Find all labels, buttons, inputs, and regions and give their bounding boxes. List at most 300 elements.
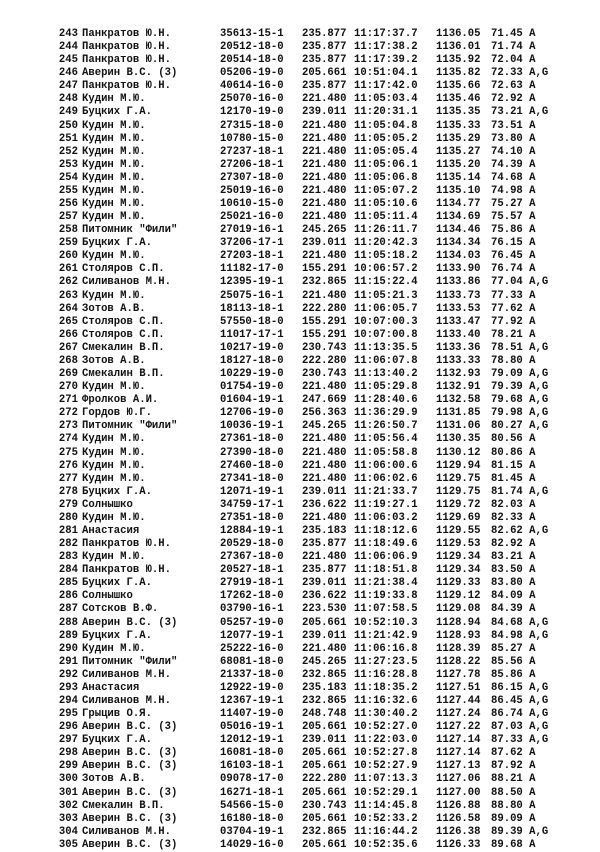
table-row [52,250,582,263]
row-number: 272 [58,407,78,420]
ring-number: 27203-18-1 [220,250,284,263]
ring-number: 54566-15-0 [220,799,284,812]
ring-number: 05257-19-0 [220,616,284,629]
speed-value: 1133.36 [436,341,481,354]
ring-number: 27390-18-0 [220,446,284,459]
rank-percent: 86.15 A,G [491,681,549,694]
speed-value: 1126.33 [436,838,481,851]
speed-value: 1129.75 [436,485,481,498]
arrival-time: 11:18:35.2 [354,681,418,694]
speed-value: 1132.93 [436,368,481,381]
rank-percent: 74.68 A [491,171,536,184]
distance-value: 245.265 [302,655,347,668]
arrival-time: 11:05:56.4 [354,433,418,446]
arrival-time: 11:26:11.7 [354,224,418,237]
ring-number: 12706-19-0 [220,407,284,420]
table-row [52,329,582,342]
distance-value: 232.865 [302,825,347,838]
owner-name: Грыцив О.Я. [82,708,152,721]
owner-name: Кудин М.Ю. [82,198,146,211]
table-row [52,617,582,630]
ring-number: 37206-17-1 [220,237,284,250]
rank-percent: 81.74 A,G [491,485,549,498]
arrival-time: 10:07:00.8 [354,328,418,341]
owner-name: Аверин В.С. (3) [82,838,178,851]
row-number: 261 [58,263,78,276]
table-row [52,342,582,355]
ring-number: 11407-19-0 [220,708,284,721]
rank-percent: 76.74 A [491,263,536,276]
row-number: 289 [58,629,78,642]
arrival-time: 11:15:22.4 [354,276,418,289]
ring-number: 20527-18-1 [220,564,284,577]
ring-number: 10217-19-0 [220,341,284,354]
distance-value: 205.661 [302,812,347,825]
distance-value: 205.661 [302,747,347,760]
ring-number: 12077-19-1 [220,629,284,642]
table-row [52,237,582,250]
owner-name: Панкратов Ю.Н. [82,80,172,93]
ring-number: 01754-19-0 [220,381,284,394]
row-number: 297 [58,734,78,747]
rank-percent: 77.33 A [491,289,536,302]
distance-value: 205.661 [302,616,347,629]
table-row [52,682,582,695]
arrival-time: 11:05:58.8 [354,446,418,459]
table-row [52,656,582,669]
speed-value: 1132.91 [436,381,481,394]
arrival-time: 11:05:05.4 [354,145,418,158]
arrival-time: 11:21:38.4 [354,577,418,590]
table-row [52,734,582,747]
arrival-time: 11:17:38.2 [354,41,418,54]
speed-value: 1135.82 [436,67,481,80]
owner-name: Кудин М.Ю. [82,381,146,394]
table-row [52,839,582,852]
rank-percent: 78.51 A,G [491,341,549,354]
rank-percent: 87.92 A [491,760,536,773]
owner-name: Кудин М.Ю. [82,446,146,459]
speed-value: 1134.69 [436,211,481,224]
rank-percent: 84.39 A [491,603,536,616]
rank-percent: 72.92 A [491,93,536,106]
owner-name: Фролков А.И. [82,394,159,407]
table-row [52,133,582,146]
owner-name: Сотсков В.Ф. [82,603,159,616]
owner-name: Кудин М.Ю. [82,119,146,132]
owner-name: Кудин М.Ю. [82,551,146,564]
table-row [52,747,582,760]
rank-percent: 83.50 A [491,564,536,577]
table-row [52,224,582,237]
ring-number: 27351-18-0 [220,511,284,524]
owner-name: Буцких Г.А. [82,734,152,747]
table-row [52,263,582,276]
owner-name: Смекалин В.П. [82,368,165,381]
row-number: 276 [58,459,78,472]
ring-number: 03790-16-1 [220,603,284,616]
rank-percent: 82.03 A [491,498,536,511]
arrival-time: 11:05:06.1 [354,158,418,171]
arrival-time: 11:06:07.8 [354,354,418,367]
owner-name: Кудин М.Ю. [82,145,146,158]
ring-number: 27019-16-1 [220,224,284,237]
arrival-time: 10:52:27.8 [354,747,418,760]
distance-value: 245.265 [302,420,347,433]
speed-value: 1134.77 [436,198,481,211]
rank-percent: 77.62 A [491,302,536,315]
rank-percent: 84.98 A,G [491,629,549,642]
owner-name: Аверин В.С. (3) [82,760,178,773]
row-number: 251 [58,132,78,145]
ring-number: 21337-18-0 [220,668,284,681]
row-number: 273 [58,420,78,433]
table-row [52,211,582,224]
rank-percent: 74.39 A [491,158,536,171]
table-row [52,669,582,682]
table-row [52,120,582,133]
table-row [52,80,582,93]
arrival-time: 11:17:42.0 [354,80,418,93]
distance-value: 221.480 [302,551,347,564]
owner-name: Силиванов М.Н. [82,276,172,289]
owner-name: Кудин М.Ю. [82,93,146,106]
owner-name: Кудин М.Ю. [82,184,146,197]
distance-value: 239.011 [302,237,347,250]
distance-value: 232.865 [302,668,347,681]
speed-value: 1134.03 [436,250,481,263]
table-row [52,826,582,839]
ring-number: 12884-19-1 [220,524,284,537]
rank-percent: 88.50 A [491,786,536,799]
rank-percent: 86.74 A,G [491,708,549,721]
arrival-time: 11:36:29.9 [354,407,418,420]
speed-value: 1135.27 [436,145,481,158]
table-row [52,368,582,381]
ring-number: 12367-19-1 [220,694,284,707]
ring-number: 03704-19-1 [220,825,284,838]
arrival-time: 11:18:51.8 [354,564,418,577]
rank-percent: 73.21 A,G [491,106,549,119]
ring-number: 20514-18-0 [220,54,284,67]
row-number: 281 [58,524,78,537]
rank-percent: 89.39 A,G [491,825,549,838]
rank-percent: 88.21 A [491,773,536,786]
ring-number: 10780-15-0 [220,132,284,145]
rank-percent: 82.33 A [491,511,536,524]
speed-value: 1127.13 [436,760,481,773]
speed-value: 1127.14 [436,747,481,760]
ring-number: 09078-17-0 [220,773,284,786]
distance-value: 155.291 [302,263,347,276]
ring-number: 16103-18-1 [220,760,284,773]
arrival-time: 10:51:04.1 [354,67,418,80]
speed-value: 1128.22 [436,655,481,668]
rank-percent: 87.33 A,G [491,734,549,747]
distance-value: 247.669 [302,394,347,407]
distance-value: 239.011 [302,577,347,590]
distance-value: 205.661 [302,721,347,734]
table-row [52,172,582,185]
arrival-time: 11:07:13.3 [354,773,418,786]
rank-percent: 77.04 A,G [491,276,549,289]
row-number: 301 [58,786,78,799]
row-number: 300 [58,773,78,786]
arrival-time: 11:05:18.2 [354,250,418,263]
rank-percent: 89.68 A [491,838,536,851]
table-row [52,407,582,420]
rank-percent: 84.09 A [491,590,536,603]
rank-percent: 81.45 A [491,472,536,485]
table-row [52,67,582,80]
owner-name: Силиванов М.Н. [82,668,172,681]
row-number: 290 [58,642,78,655]
arrival-time: 11:16:28.8 [354,668,418,681]
table-row [52,773,582,786]
rank-percent: 73.51 A [491,119,536,132]
ring-number: 35613-15-1 [220,28,284,40]
row-number: 274 [58,433,78,446]
rank-percent: 77.92 A [491,315,536,328]
ring-number: 17262-18-0 [220,590,284,603]
distance-value: 239.011 [302,629,347,642]
distance-value: 221.480 [302,158,347,171]
owner-name: Столяров С.П. [82,263,165,276]
distance-value: 205.661 [302,838,347,851]
owner-name: Солнышко [82,498,133,511]
row-number: 250 [58,119,78,132]
rank-percent: 85.56 A [491,655,536,668]
owner-name: Кудин М.Ю. [82,511,146,524]
rank-percent: 83.21 A [491,551,536,564]
arrival-time: 11:17:37.7 [354,28,418,40]
distance-value: 221.480 [302,250,347,263]
speed-value: 1126.38 [436,825,481,838]
distance-value: 223.530 [302,603,347,616]
arrival-time: 11:16:44.2 [354,825,418,838]
rank-percent: 71.74 A [491,41,536,54]
arrival-time: 10:52:27.0 [354,721,418,734]
row-number: 263 [58,289,78,302]
table-row [52,538,582,551]
table-row [52,512,582,525]
distance-value: 235.877 [302,564,347,577]
speed-value: 1127.24 [436,708,481,721]
row-number: 264 [58,302,78,315]
speed-value: 1133.53 [436,302,481,315]
arrival-time: 11:26:50.7 [354,420,418,433]
rank-percent: 85.86 A [491,668,536,681]
arrival-time: 11:27:23.5 [354,655,418,668]
table-row [52,643,582,656]
table-row [52,394,582,407]
distance-value: 221.480 [302,511,347,524]
distance-value: 221.480 [302,145,347,158]
speed-value: 1135.29 [436,132,481,145]
owner-name: Кудин М.Ю. [82,289,146,302]
rank-percent: 86.45 A,G [491,694,549,707]
speed-value: 1129.69 [436,511,481,524]
row-number: 293 [58,681,78,694]
distance-value: 221.480 [302,132,347,145]
owner-name: Аверин В.С. (3) [82,786,178,799]
arrival-time: 11:07:58.5 [354,603,418,616]
row-number: 302 [58,799,78,812]
distance-value: 222.280 [302,773,347,786]
owner-name: Панкратов Ю.Н. [82,538,172,551]
distance-value: 235.877 [302,80,347,93]
rank-percent: 84.68 A,G [491,616,549,629]
distance-value: 221.480 [302,119,347,132]
ring-number: 27919-18-1 [220,577,284,590]
distance-value: 230.743 [302,368,347,381]
distance-value: 221.480 [302,289,347,302]
speed-value: 1131.06 [436,420,481,433]
row-number: 296 [58,721,78,734]
distance-value: 222.280 [302,302,347,315]
row-number: 255 [58,184,78,197]
arrival-time: 11:20:42.3 [354,237,418,250]
distance-value: 239.011 [302,734,347,747]
row-number: 266 [58,328,78,341]
arrival-time: 11:20:31.1 [354,106,418,119]
table-row [52,564,582,577]
ring-number: 05016-19-1 [220,721,284,734]
owner-name: Буцких Г.А. [82,629,152,642]
ring-number: 27460-18-0 [220,459,284,472]
rank-percent: 87.03 A,G [491,721,549,734]
owner-name: Аверин В.С. (3) [82,67,178,80]
row-number: 245 [58,54,78,67]
table-row [52,355,582,368]
table-row [52,93,582,106]
owner-name: Питомник "Фили" [82,420,178,433]
ring-number: 11017-17-1 [220,328,284,341]
rank-percent: 79.98 A,G [491,407,549,420]
rank-percent: 76.15 A [491,237,536,250]
distance-value: 230.743 [302,799,347,812]
table-row [52,159,582,172]
row-number: 304 [58,825,78,838]
table-row [52,290,582,303]
row-number: 298 [58,747,78,760]
arrival-time: 11:05:29.8 [354,381,418,394]
owner-name: Кудин М.Ю. [82,472,146,485]
ring-number: 27367-18-0 [220,551,284,564]
distance-value: 221.480 [302,459,347,472]
distance-value: 236.622 [302,590,347,603]
table-row [52,525,582,538]
row-number: 280 [58,511,78,524]
rank-percent: 81.15 A [491,459,536,472]
owner-name: Питомник "Фили" [82,655,178,668]
owner-name: Столяров С.П. [82,328,165,341]
rank-percent: 80.56 A [491,433,536,446]
owner-name: Кудин М.Ю. [82,171,146,184]
owner-name: Силиванов М.Н. [82,825,172,838]
arrival-time: 10:52:35.6 [354,838,418,851]
arrival-time: 11:05:03.4 [354,93,418,106]
ring-number: 10610-15-0 [220,198,284,211]
arrival-time: 11:06:03.2 [354,511,418,524]
table-row [52,433,582,446]
row-number: 252 [58,145,78,158]
distance-value: 230.743 [302,341,347,354]
arrival-time: 11:19:33.8 [354,590,418,603]
owner-name: Буцких Г.А. [82,577,152,590]
owner-name: Аверин В.С. (3) [82,721,178,734]
arrival-time: 11:05:05.2 [354,132,418,145]
ring-number: 25021-16-0 [220,211,284,224]
speed-value: 1127.14 [436,734,481,747]
speed-value: 1136.05 [436,28,481,40]
arrival-time: 11:16:32.6 [354,694,418,707]
ring-number: 12071-19-1 [220,485,284,498]
speed-value: 1134.46 [436,224,481,237]
ring-number: 12170-19-0 [220,106,284,119]
owner-name: Буцких Г.А. [82,485,152,498]
speed-value: 1127.51 [436,681,481,694]
rank-percent: 79.09 A,G [491,368,549,381]
owner-name: Смекалин В.П. [82,799,165,812]
speed-value: 1135.66 [436,80,481,93]
owner-name: Аверин В.С. (3) [82,747,178,760]
table-row [52,473,582,486]
owner-name: Аверин В.С. (3) [82,616,178,629]
rank-percent: 75.86 A [491,224,536,237]
arrival-time: 11:13:35.5 [354,341,418,354]
rank-percent: 72.63 A [491,80,536,93]
row-number: 257 [58,211,78,224]
rank-percent: 79.39 A,G [491,381,549,394]
arrival-time: 11:30:40.2 [354,708,418,721]
arrival-time: 11:05:11.4 [354,211,418,224]
row-number: 283 [58,551,78,564]
table-row [52,146,582,159]
distance-value: 235.183 [302,524,347,537]
ring-number: 14029-16-0 [220,838,284,851]
owner-name: Зотов А.В. [82,354,146,367]
arrival-time: 11:05:06.8 [354,171,418,184]
arrival-time: 11:05:10.6 [354,198,418,211]
speed-value: 1135.20 [436,158,481,171]
distance-value: 232.865 [302,694,347,707]
speed-value: 1136.01 [436,41,481,54]
row-number: 262 [58,276,78,289]
distance-value: 221.480 [302,198,347,211]
speed-value: 1135.46 [436,93,481,106]
row-number: 292 [58,668,78,681]
ring-number: 57550-18-0 [220,315,284,328]
distance-value: 221.480 [302,381,347,394]
row-number: 267 [58,341,78,354]
row-number: 265 [58,315,78,328]
owner-name: Кудин М.Ю. [82,642,146,655]
row-number: 295 [58,708,78,721]
distance-value: 155.291 [302,328,347,341]
table-row [52,106,582,119]
table-row [52,813,582,826]
row-number: 294 [58,694,78,707]
table-row [52,551,582,564]
table-row [52,54,582,67]
row-number: 285 [58,577,78,590]
owner-name: Кудин М.Ю. [82,211,146,224]
owner-name: Панкратов Ю.Н. [82,564,172,577]
speed-value: 1127.00 [436,786,481,799]
ring-number: 34759-17-1 [220,498,284,511]
table-row [52,185,582,198]
